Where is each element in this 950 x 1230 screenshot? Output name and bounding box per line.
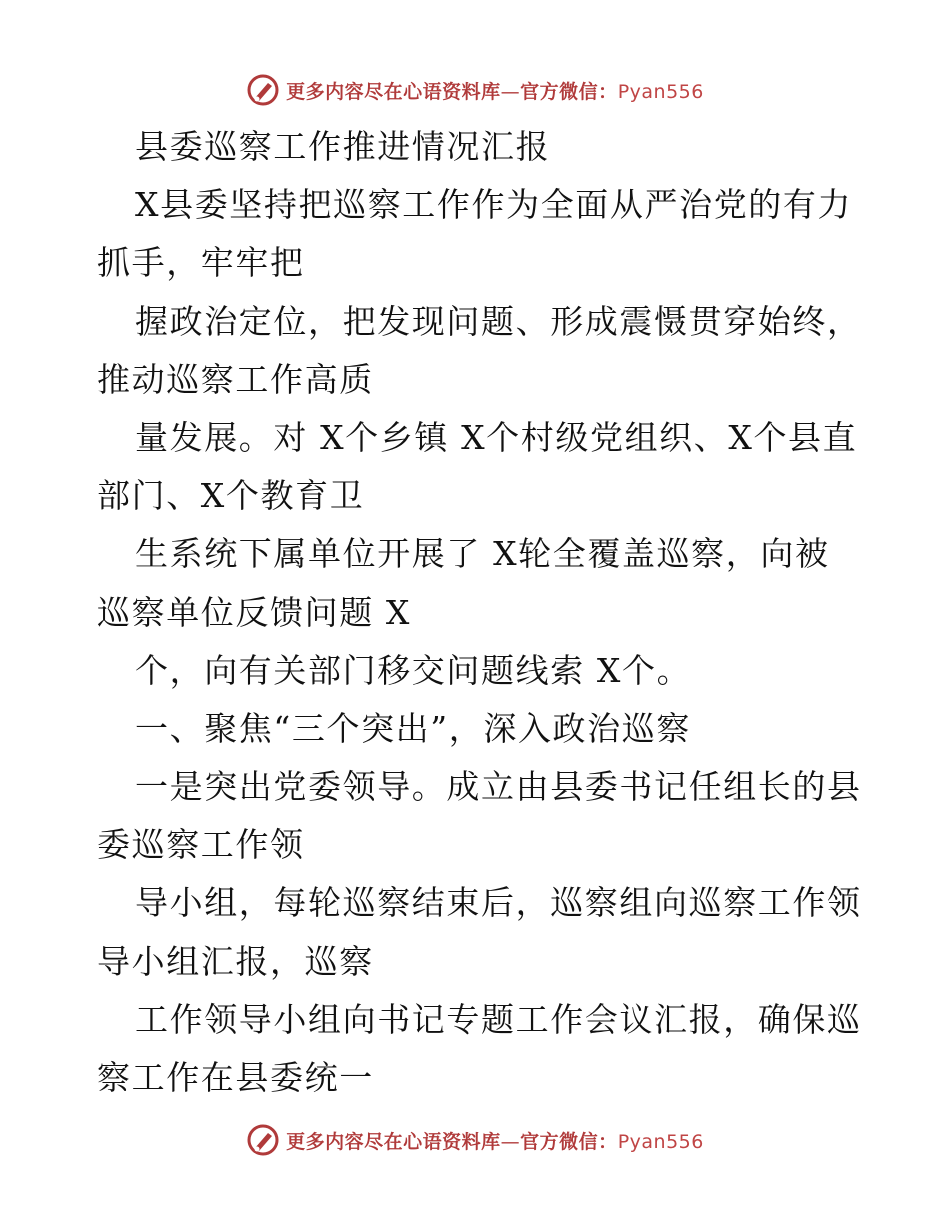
pen-logo-icon <box>246 1123 280 1157</box>
text-line: 量发展。对 X个乡镇 X个村级党组织、X个县直 <box>135 417 858 457</box>
text-line: 巡察单位反馈问题 X <box>97 592 411 632</box>
text-line: 生系统下属单位开展了 X轮全覆盖巡察，向被 <box>135 534 830 574</box>
document-body <box>97 118 867 1107</box>
text-line: 委巡察工作领 <box>97 825 305 865</box>
header-banner-text: 更多内容尽在心语资料库—官方微信：Pyan556 <box>286 80 704 103</box>
text-line: 部门、X个教育卫 <box>97 476 365 516</box>
footer-watermark-banner <box>0 1120 950 1160</box>
text-line: 推动巡察工作高质 <box>97 359 374 399</box>
text-line: 县委巡察工作推进情况汇报 <box>135 127 551 166</box>
text-line: 握政治定位，把发现问题、形成震慑贯穿始终， <box>135 301 862 341</box>
text-line: 一是突出党委领导。成立由县委书记任组长的县 <box>135 767 862 807</box>
text-line: 察工作在县委统一 <box>97 1058 374 1097</box>
header-watermark-banner <box>0 70 950 110</box>
text-line: 导小组汇报，巡察 <box>97 941 374 981</box>
text-line: 一、聚焦“三个突出”，深入政治巡察 <box>135 708 691 748</box>
text-line: 个，向有关部门移交问题线索 X个。 <box>135 650 692 690</box>
text-line: 抓手，牢牢把 <box>97 243 305 283</box>
footer-banner-text: 更多内容尽在心语资料库—官方微信：Pyan556 <box>286 1130 704 1153</box>
text-line: 工作领导小组向书记专题工作会议汇报，确保巡 <box>135 999 862 1039</box>
text-line: X县委坚持把巡察工作作为全面从严治党的有力 <box>135 185 853 225</box>
text-line: 导小组，每轮巡察结束后，巡察组向巡察工作领 <box>135 883 862 923</box>
pen-logo-icon <box>246 73 280 107</box>
